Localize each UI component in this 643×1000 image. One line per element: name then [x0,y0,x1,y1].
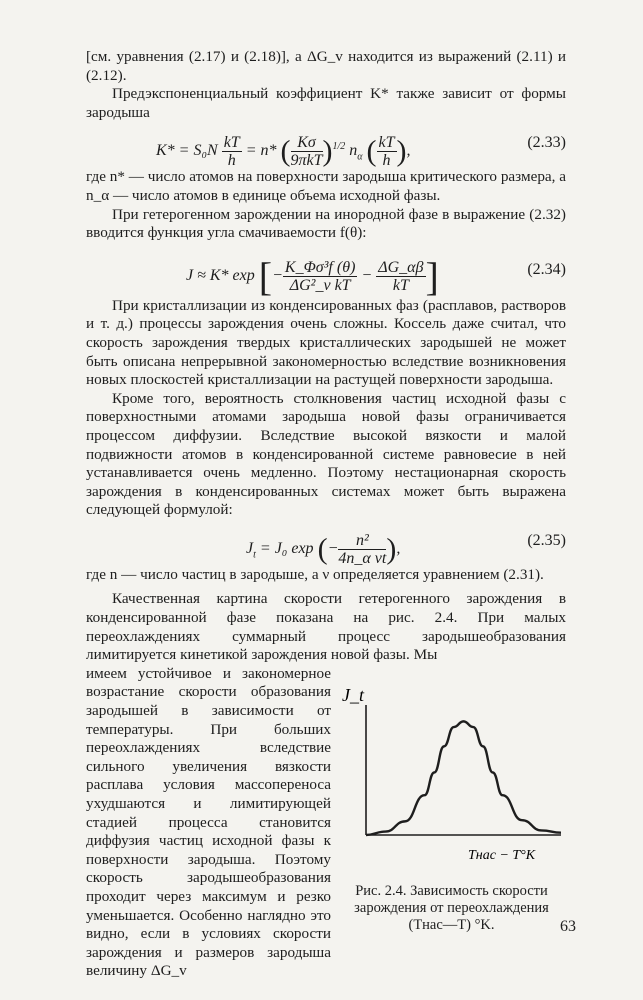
equation-2-35: $J_t = J_0$ exp (− $\frac{\text{n²}}{\text{4n\_α νt}}$ ), (2.35) [246,531,566,567]
paragraph-crystallization: При кристаллизации из конденсированных фаз (расплавов, растворов и т. д.) процессы зарождения очень сложны. Коссель даже считал, что скорость зарождения твердых кристаллических зародышей не может быть описана непрерывной закономерностью вследствие возникновения новых плоскостей кристаллизации на растущей поверхности зародыша. [86,296,566,389]
paragraph-k-intro: Предэкспоненциальный коэффициент K* также зависит от формы зародыша [86,85,566,121]
y-axis-label: J_t [342,684,364,705]
paragraph-quality: Качественная картина скорости гетерогенного зарождения в конденсированной фазе показана на рис. 2.4. При малых переохлаждениях суммарный процесс зародышеобразования лимитируется кинетикой зарождения новой фазы. Мы [86,590,566,664]
figure-caption: Рис. 2.4. Зависимость скорости зарождения от переохлаждения (Tнас—T) °K. [354,882,549,933]
equation-number: (2.33) [527,134,566,152]
paragraph-top: [см. уравнения (2.17) и (2.18)], а ΔG_v находится из выражений (2.11) и (2.12). [86,48,566,84]
paragraph-where-2: где n — число частиц в зародыше, а ν определяется уравнением (2.31). [86,565,544,583]
equation-number: (2.35) [527,531,566,549]
paragraph-left-column: имеем устойчивое и закономерное возрастание скорости образования зародышей в зависимости от температуры. При больших переохлаждениях вследствие сильного увеличения вязкости расплава условия массопереноса ухудшаются и лимитирующей стадией процесса становится диффузия частиц исходной фазы к поверхности зародыша. Поэтому скорость зародышеобразования проходит через максимум и резко уменьшается. Особенно наглядно это видно, если в условиях скорости зарождения и размеров зародыша величину ΔG_v [86,664,331,980]
equation-2-34: J ≈ K* exp [− $\frac{\text{K\_Φσ³f (θ)}}{\text{ΔG²\_v kT}}$ − $\frac{\Delta G\_\alpha\beta}{kT}$ ] (2.34) [186,253,566,299]
x-axis-label: Tнас − T°K [468,847,536,863]
paragraph-besides: Кроме того, вероятность столкновения частиц исходной фазы с поверхностными атомами зародыша новой фазы ограничивается процессом диффузии. Вследствие высокой вязкости и малой подвижности атомов в конденсированной системе равновесие в ней устанавливается очень медленно. Поэтому нестационарная скорость зарождения в конденсированных системах может быть выражена следующей формулой: [86,389,566,519]
equation-2-33: K* = S₀N $\frac{kT}{h}$ = n* ( $\frac{K\sigma}{\text{9πkT}}$ )$^{1/2}$ $n_\alpha$ ( $\frac{kT}{h}$ ), (2.33) [156,134,566,170]
nucleation-rate-curve [366,721,561,835]
page-number: 63 [560,918,576,935]
paragraph-heterogeneous: При гетерогенном зарождении на инородной фазе в выражение (2.32) вводится функция угла смачиваемости f(θ): [86,205,566,242]
equation-number: (2.34) [527,260,566,278]
paragraph-where-1: где n* — число атомов на поверхности зародыша критического размера, а n_α — число атомов в единице объема исходной фазы. [86,168,566,204]
figure-wrap-section [86,665,566,981]
page-content [86,48,566,981]
